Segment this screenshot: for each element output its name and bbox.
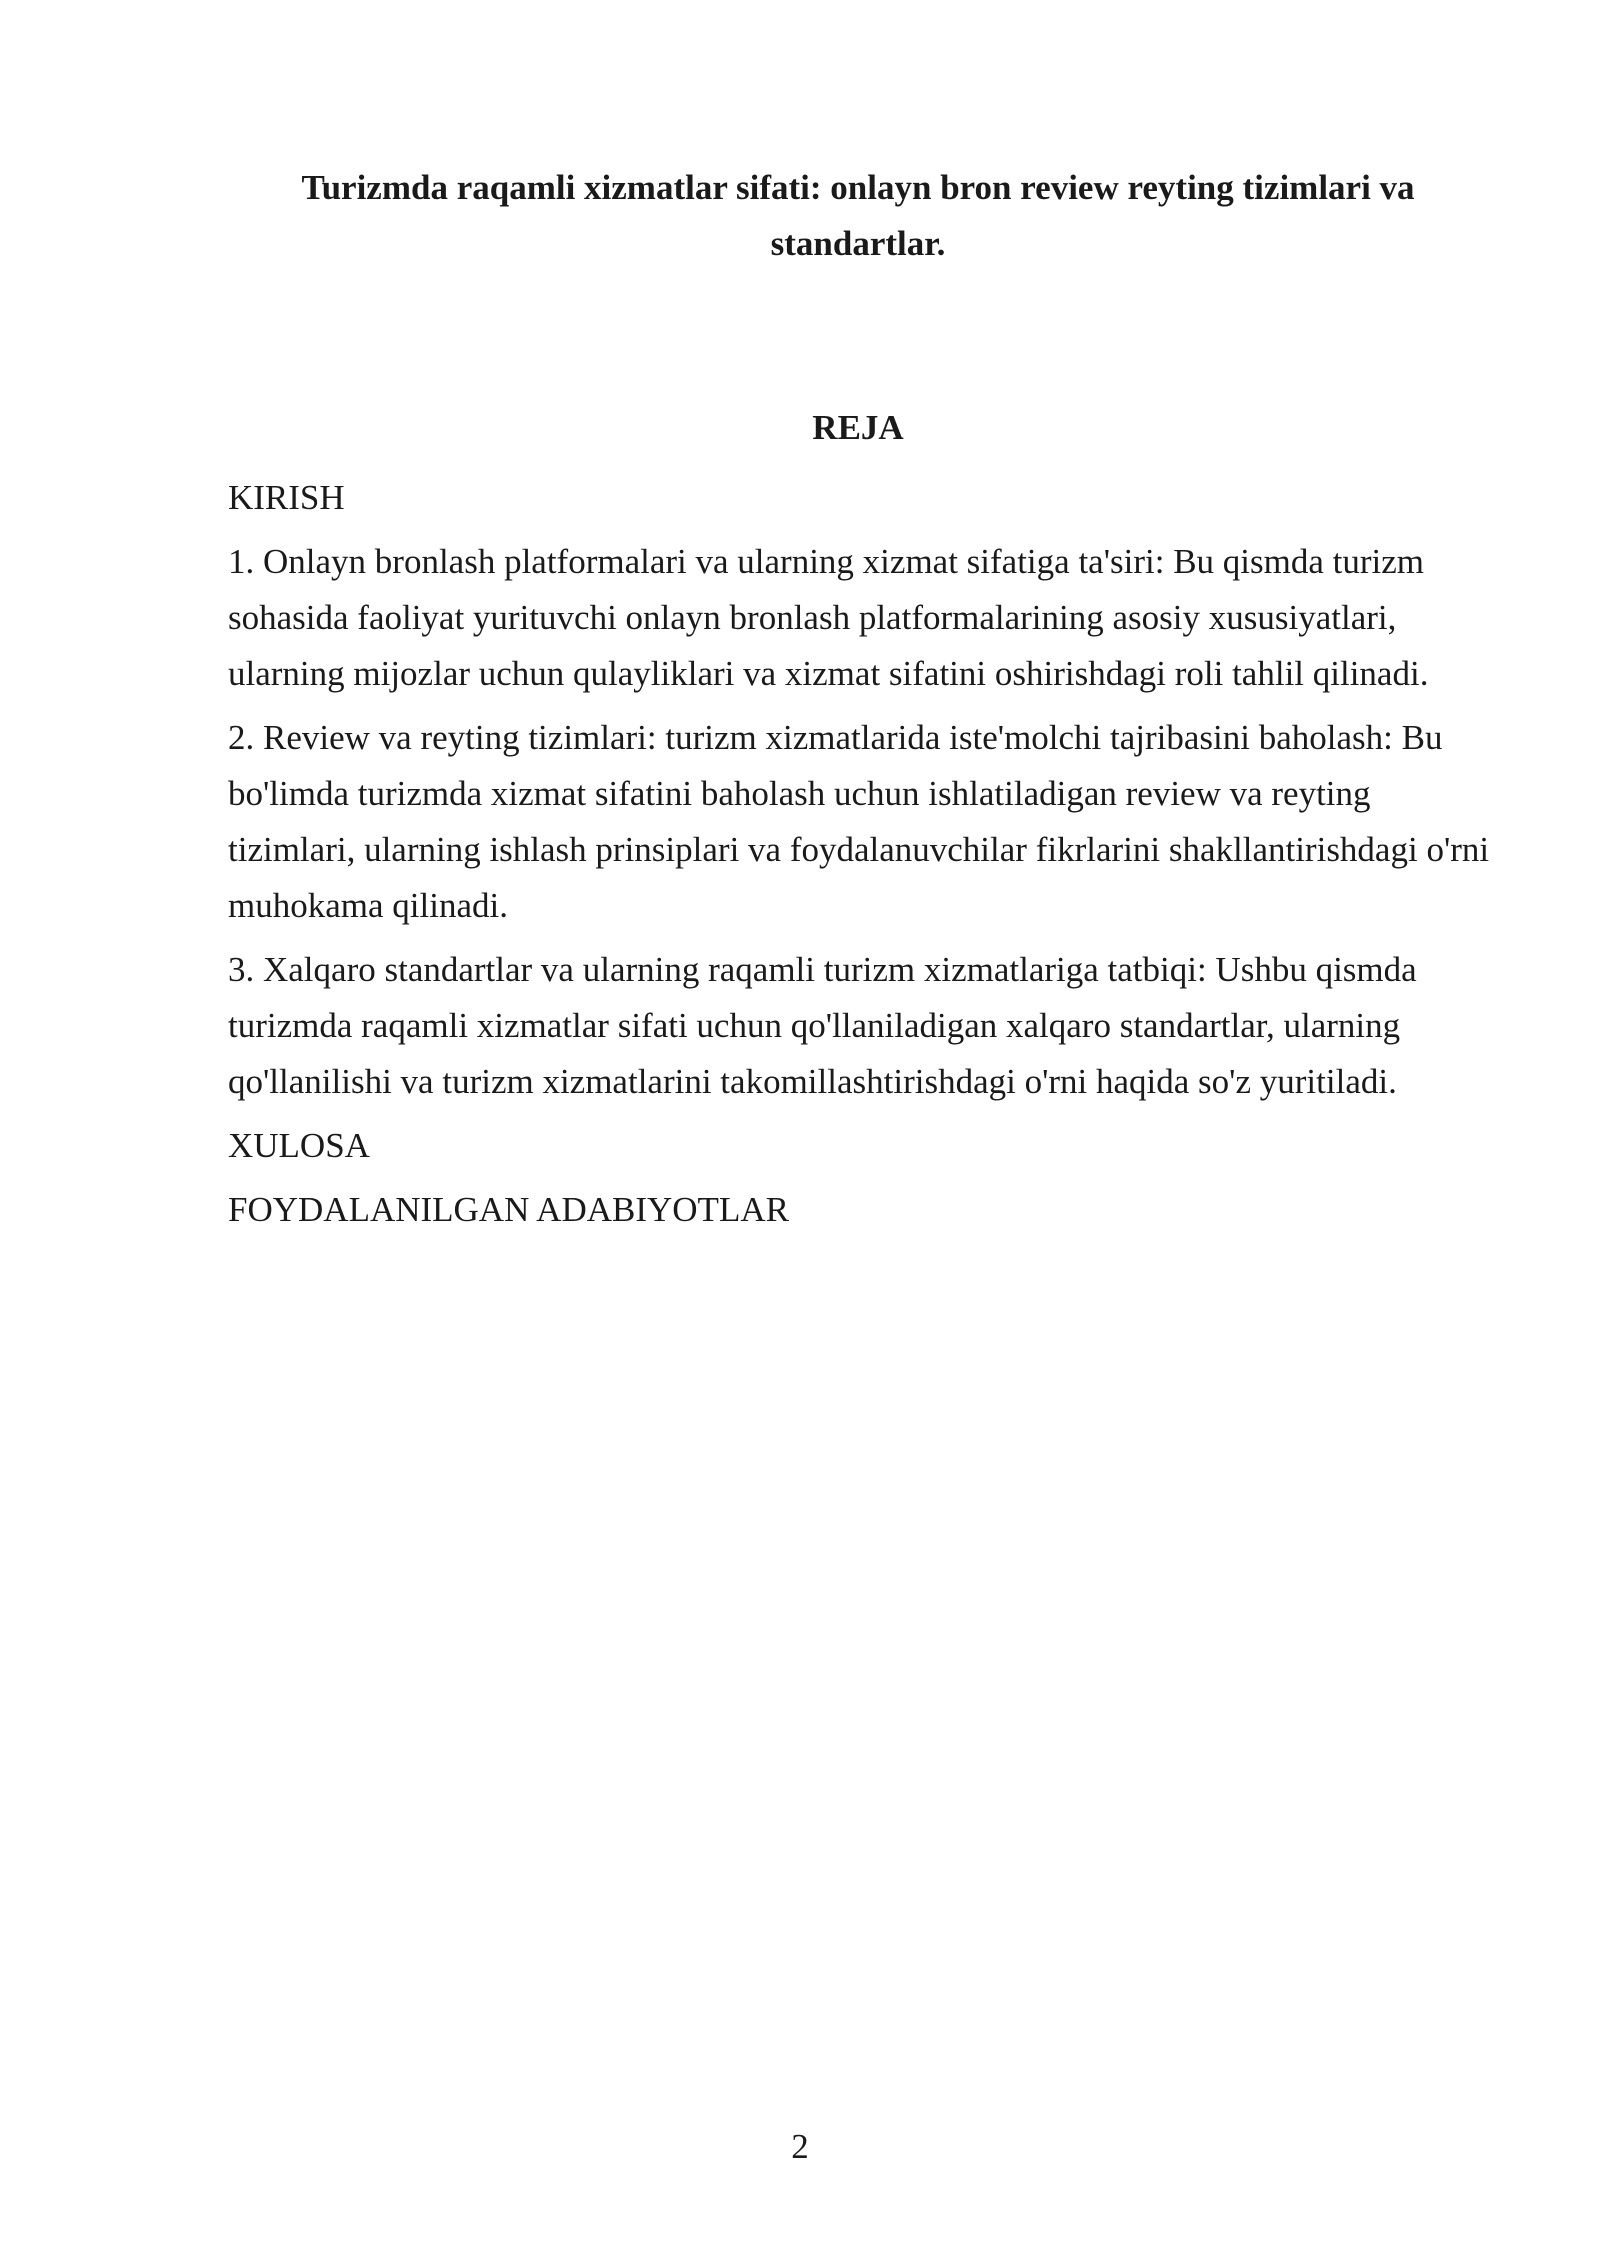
outline-item-section-1: 1. Onlayn bronlash platformalari va ularning xizmat sifatiga ta'siri: Bu qismda turizm sohasida faoliyat yurituvchi onlayn bronlash platformalarining asosiy xususiyatlari, ularning mijozlar uchun qulayliklari va xizmat sifatini oshirishdagi roli tahlil qilinadi. bbox=[228, 542, 1429, 693]
plan-outline bbox=[228, 470, 1493, 1246]
outline-item-references: FOYDALANILGAN ADABIYOTLAR bbox=[228, 1190, 789, 1229]
outline-item-introduction: KIRISH bbox=[228, 478, 345, 517]
outline-item-section-2: 2. Review va reyting tizimlari: turizm xizmatlarida iste'molchi tajribasini baholash: Bu bo'limda turizmda xizmat sifatini baholash uchun ishlatiladigan review va reyting tizimlari, ularning ishlash prinsiplari va foydalanuvchilar fikrlarini shakllantirishdagi o'rni muhokama qilinadi. bbox=[228, 718, 1490, 925]
outline-item-conclusion: XULOSA bbox=[228, 1126, 370, 1165]
outline-item-section-3: 3. Xalqaro standartlar va ularning raqamli turizm xizmatlariga tatbiqi: Ushbu qismda turizmda raqamli xizmatlar sifati uchun qo'llaniladigan xalqaro standartlar, ularning qo'llanilishi va turizm xizmatlarini takomillashtirishdagi o'rni haqida so'z yuritiladi. bbox=[228, 950, 1417, 1101]
page-number: 2 bbox=[791, 2127, 809, 2166]
plan-heading: REJA bbox=[812, 408, 904, 447]
document-title: Turizmda raqamli xizmatlar sifati: onlayn bron review reyting tizimlari va standartlar. bbox=[301, 168, 1415, 263]
